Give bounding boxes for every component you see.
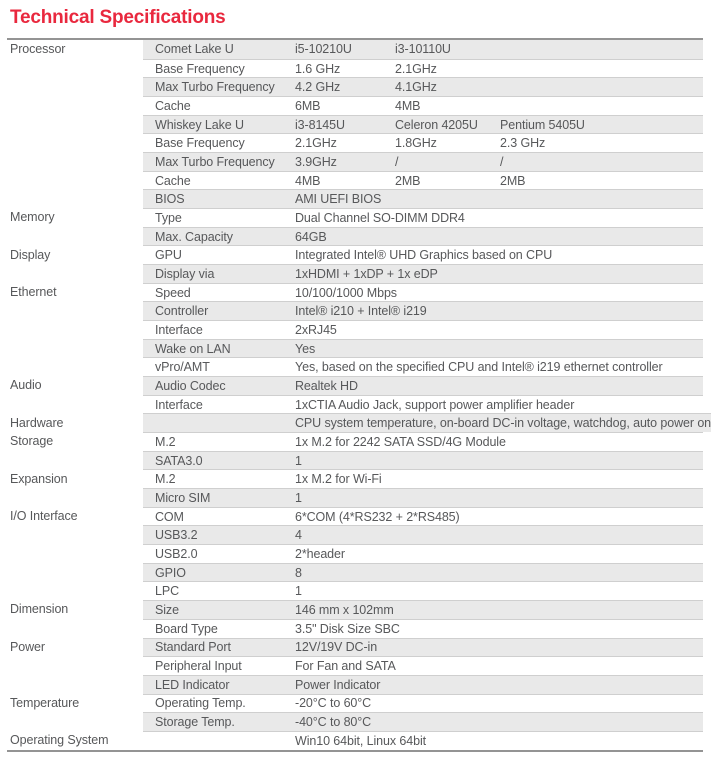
row-value-1: 1xHDMI + 1xDP + 1x eDP — [295, 266, 438, 281]
row-detail — [143, 507, 703, 526]
row-value-1: Yes, based on the specified CPU and Intel® i219 ethernet controller — [295, 360, 663, 375]
row-category — [7, 301, 143, 320]
row-value-1: 64GB — [295, 229, 327, 244]
row-category — [7, 544, 143, 563]
row-category — [7, 675, 143, 694]
row-detail — [143, 581, 703, 600]
table-row — [7, 152, 703, 171]
table-row — [7, 59, 703, 78]
row-value-1: 2.1GHz — [295, 136, 337, 151]
table-row — [7, 376, 703, 395]
row-label: Audio Codec — [155, 378, 226, 393]
row-detail — [143, 544, 703, 563]
table-row — [7, 264, 703, 283]
row-label: USB2.0 — [155, 546, 198, 561]
row-category — [7, 525, 143, 544]
table-row — [7, 544, 703, 563]
row-value-2: 1.8GHz — [395, 136, 437, 151]
row-value-3 — [500, 60, 703, 78]
row-label: Peripheral Input — [155, 659, 242, 673]
row-detail — [143, 469, 703, 488]
row-label: Micro SIM — [155, 490, 211, 505]
row-category — [7, 357, 143, 376]
row-category: Memory — [7, 208, 143, 227]
row-label: Max. Capacity — [155, 229, 233, 244]
row-value-1: 1 — [295, 490, 302, 505]
row-category — [7, 619, 143, 638]
row-category — [7, 152, 143, 171]
row-category: Audio — [7, 376, 143, 395]
row-value-1: For Fan and SATA — [295, 659, 396, 673]
row-value-3: Pentium 5405U — [500, 117, 585, 132]
row-label: vPro/AMT — [155, 360, 210, 375]
table-row — [7, 339, 703, 358]
row-category: Operating System — [7, 731, 143, 750]
row-detail — [143, 171, 703, 190]
row-category — [7, 488, 143, 507]
table-row — [7, 320, 703, 339]
row-value-3 — [500, 78, 703, 96]
row-label: M.2 — [155, 434, 176, 449]
row-detail — [143, 152, 703, 171]
row-category: Processor — [7, 40, 143, 59]
row-value-2: 2.1GHz — [395, 61, 437, 76]
row-category — [7, 395, 143, 414]
table-row — [7, 525, 703, 544]
row-value-1: 10/100/1000 Mbps — [295, 285, 397, 300]
row-label: Interface — [155, 397, 203, 412]
row-detail — [143, 301, 703, 320]
row-label: USB3.2 — [155, 528, 198, 543]
table-row — [7, 96, 703, 115]
row-category — [7, 451, 143, 470]
row-value-1: CPU system temperature, on-board DC-in voltage, watchdog, auto power on — [295, 416, 712, 431]
table-row — [7, 619, 703, 638]
row-label: GPIO — [155, 565, 186, 580]
table-row — [7, 488, 703, 507]
row-detail — [143, 115, 703, 134]
row-value-1: 146 mm x 102mm — [295, 602, 394, 617]
row-detail — [143, 600, 703, 619]
row-label: Interface — [155, 322, 203, 337]
row-label: LED Indicator — [155, 677, 230, 692]
row-value-1: i5-10210U — [295, 42, 352, 57]
spec-table-body — [7, 40, 712, 750]
row-label: Display via — [155, 266, 215, 281]
row-detail — [143, 40, 703, 59]
row-category — [7, 581, 143, 600]
table-row — [7, 731, 703, 750]
row-value-3: 2MB — [500, 173, 526, 188]
row-detail — [143, 357, 703, 376]
row-label: GPU — [155, 248, 182, 263]
row-label: COM — [155, 509, 184, 524]
row-label: Wake on LAN — [155, 341, 231, 356]
row-label — [143, 414, 295, 432]
row-value-1: 6MB — [295, 98, 321, 113]
row-value-1: 3.9GHz — [295, 154, 337, 169]
row-label: Size — [155, 602, 179, 617]
row-value-2: 4.1GHz — [395, 80, 437, 95]
table-row — [7, 77, 703, 96]
table-row — [7, 40, 703, 59]
row-detail — [143, 283, 703, 302]
row-label: SATA3.0 — [155, 453, 203, 468]
row-category — [7, 227, 143, 246]
row-category: Storage — [7, 432, 143, 451]
table-row — [7, 413, 712, 432]
row-detail — [143, 413, 711, 432]
row-label: Type — [155, 210, 182, 225]
row-label: Standard Port — [155, 640, 231, 655]
row-detail — [143, 189, 703, 208]
row-category — [7, 264, 143, 283]
row-detail — [143, 339, 703, 358]
table-row — [7, 432, 703, 451]
row-label: Controller — [155, 304, 209, 319]
row-value-1: Power Indicator — [295, 677, 381, 692]
row-value-1: Realtek HD — [295, 378, 358, 393]
row-value-1: 4 — [295, 528, 302, 543]
row-label: BIOS — [155, 192, 185, 207]
row-detail — [143, 488, 703, 507]
row-label — [143, 732, 295, 750]
row-category — [7, 77, 143, 96]
table-row — [7, 133, 703, 152]
row-category: I/O Interface — [7, 507, 143, 526]
page-title: Technical Specifications — [10, 7, 226, 28]
row-label: Base Frequency — [155, 136, 245, 151]
row-value-1: 1xCTIA Audio Jack, support power amplifier header — [295, 397, 575, 412]
row-value-1: 4.2 GHz — [295, 80, 341, 95]
table-row — [7, 600, 703, 619]
table-row — [7, 563, 703, 582]
row-value-1: 2xRJ45 — [295, 322, 337, 337]
row-value-1: AMI UEFI BIOS — [295, 192, 382, 207]
row-value-2: / — [395, 154, 399, 169]
table-row — [7, 638, 703, 657]
row-value-1: -20°C to 60°C — [295, 696, 372, 711]
table-row — [7, 675, 703, 694]
row-value-2: 4MB — [395, 98, 421, 113]
table-row — [7, 395, 703, 414]
row-label: LPC — [155, 584, 180, 599]
table-row — [7, 189, 703, 208]
row-category — [7, 133, 143, 152]
row-label: Storage Temp. — [155, 715, 235, 730]
table-row — [7, 451, 703, 470]
row-detail — [143, 694, 703, 713]
table-row — [7, 694, 703, 713]
row-label: Base Frequency — [155, 61, 245, 76]
table-row — [7, 469, 703, 488]
table-row — [7, 301, 703, 320]
row-category: Ethernet — [7, 283, 143, 302]
table-row — [7, 245, 703, 264]
row-value-3 — [500, 40, 703, 59]
row-label: Board Type — [155, 621, 218, 636]
table-row — [7, 283, 703, 302]
row-label: M.2 — [155, 472, 176, 487]
row-detail — [143, 245, 703, 264]
row-category: Power — [7, 638, 143, 657]
row-category: Temperature — [7, 694, 143, 713]
row-value-3 — [500, 97, 703, 115]
row-value-2: 2MB — [395, 173, 421, 188]
row-detail — [143, 227, 703, 246]
row-detail — [143, 208, 703, 227]
row-detail — [143, 395, 703, 414]
table-row — [7, 507, 703, 526]
row-value-1: Win10 64bit, Linux 64bit — [295, 733, 427, 748]
row-value-1: 4MB — [295, 173, 321, 188]
row-label: Cache — [155, 173, 191, 188]
row-detail — [143, 376, 703, 395]
row-detail — [143, 731, 703, 750]
spec-table — [7, 38, 712, 752]
row-detail — [143, 712, 703, 731]
row-detail — [143, 525, 703, 544]
row-detail — [143, 619, 703, 638]
table-row — [7, 581, 703, 600]
table-row — [7, 357, 703, 376]
row-category — [7, 339, 143, 358]
row-detail — [143, 59, 703, 78]
row-label: Max Turbo Frequency — [155, 80, 275, 95]
row-value-1: 8 — [295, 565, 302, 580]
row-detail — [143, 320, 703, 339]
row-detail — [143, 563, 703, 582]
table-row — [7, 171, 703, 190]
row-category — [7, 656, 143, 675]
row-label: Speed — [155, 285, 191, 300]
row-value-1: 12V/19V DC-in — [295, 640, 378, 655]
row-value-1: Intel® i210 + Intel® i219 — [295, 304, 427, 319]
row-label: Whiskey Lake U — [155, 117, 244, 132]
row-category — [7, 115, 143, 134]
row-detail — [143, 96, 703, 115]
row-category — [7, 320, 143, 339]
row-detail — [143, 675, 703, 694]
row-detail — [143, 77, 703, 96]
row-category: Expansion — [7, 469, 143, 488]
row-value-1: 1x M.2 for 2242 SATA SSD/4G Module — [295, 434, 506, 449]
row-category: Hardware — [7, 413, 143, 432]
row-value-2: i3-10110U — [395, 42, 451, 57]
row-value-1: Dual Channel SO-DIMM DDR4 — [295, 210, 465, 225]
table-row — [7, 115, 703, 134]
table-row — [7, 656, 703, 675]
row-value-3: / — [500, 154, 504, 169]
row-category — [7, 171, 143, 190]
row-value-1: -40°C to 80°C — [295, 715, 372, 730]
row-value-1: Integrated Intel® UHD Graphics based on CPU — [295, 248, 553, 263]
table-row — [7, 712, 703, 731]
row-detail — [143, 264, 703, 283]
row-value-3: 2.3 GHz — [500, 136, 546, 151]
row-label: Comet Lake U — [155, 42, 234, 57]
table-row — [7, 208, 703, 227]
row-category: Display — [7, 245, 143, 264]
row-category — [7, 96, 143, 115]
row-value-1: 1x M.2 for Wi-Fi — [295, 472, 382, 487]
row-category — [7, 712, 143, 731]
row-label: Max Turbo Frequency — [155, 154, 275, 169]
row-detail — [143, 638, 703, 657]
row-value-1: 1 — [295, 453, 302, 468]
row-category — [7, 59, 143, 78]
row-value-1: Yes — [295, 341, 316, 356]
row-value-1: 1.6 GHz — [295, 61, 341, 76]
row-value-2: Celeron 4205U — [395, 117, 478, 132]
row-category — [7, 189, 143, 208]
row-label: Cache — [155, 98, 191, 113]
row-label: Operating Temp. — [155, 696, 246, 711]
row-value-1: 3.5" Disk Size SBC — [295, 621, 400, 636]
row-category: Dimension — [7, 600, 143, 619]
row-value-1: i3-8145U — [295, 117, 345, 132]
row-detail — [143, 451, 703, 470]
row-detail — [143, 133, 703, 152]
row-value-1: 1 — [295, 584, 302, 599]
row-detail — [143, 656, 703, 675]
table-row — [7, 227, 703, 246]
row-detail — [143, 432, 703, 451]
row-value-1: 2*header — [295, 546, 345, 561]
row-category — [7, 563, 143, 582]
row-value-1: 6*COM (4*RS232 + 2*RS485) — [295, 509, 460, 524]
